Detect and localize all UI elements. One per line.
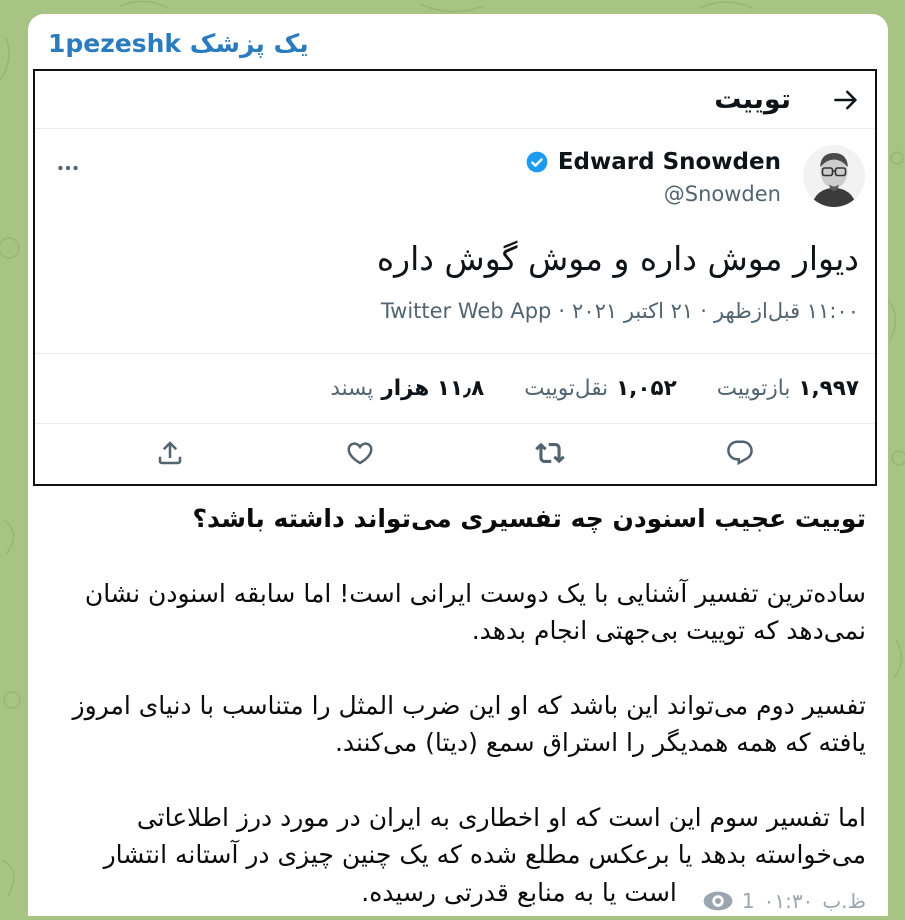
share-icon[interactable] bbox=[155, 438, 185, 468]
message-meta bbox=[703, 883, 866, 920]
message-paragraph-text: اما تفسیر سوم این است که او اخطاری به ایران در مورد درز اطلاعاتی می‌خواسته بدهد یا برعکس مطلع شده که یک چنین چیزی در آستانه انتشار است یا به منابع قدرتی رسیده. bbox=[104, 803, 866, 907]
more-menu-icon[interactable] bbox=[55, 155, 81, 185]
retweets-count: ۱,۹۹۷ bbox=[798, 376, 859, 401]
message-time: ۰۱:۳۰ bbox=[764, 883, 814, 920]
tweet-text: دیوار موش داره و موش گوش داره bbox=[35, 215, 875, 283]
quote-tweets-count: ۱,۰۵۲ bbox=[616, 376, 677, 401]
likes-label: پسند bbox=[330, 376, 373, 401]
retweets-label: بازتوییت bbox=[717, 376, 791, 401]
tweet-actions-row bbox=[35, 424, 875, 484]
avatar-image bbox=[803, 145, 865, 207]
tweet-time: ۱۱:۰۰ قبل‌ازظهر bbox=[714, 299, 859, 323]
author-handle[interactable]: @Snowden bbox=[525, 182, 781, 206]
views-count: 1 bbox=[742, 883, 755, 920]
views-eye-icon bbox=[703, 891, 733, 911]
tweet-date: ۲۱ اکتبر ۲۰۲۱ bbox=[572, 299, 693, 323]
tweet-client: Twitter Web App bbox=[381, 299, 552, 323]
tweet-stats-row bbox=[35, 353, 875, 424]
back-arrow-icon[interactable] bbox=[831, 85, 861, 115]
quote-tweets-stat[interactable] bbox=[524, 376, 677, 401]
verified-badge-icon bbox=[525, 150, 549, 174]
retweet-icon[interactable] bbox=[535, 438, 565, 468]
reply-icon[interactable] bbox=[725, 438, 755, 468]
tweet-author-row bbox=[35, 129, 875, 215]
likes-count: ۱۱٫۸ هزار bbox=[381, 376, 484, 401]
message-paragraph bbox=[50, 799, 866, 912]
retweets-stat[interactable] bbox=[717, 376, 859, 401]
message-heading: توییت عجیب اسنودن چه تفسیری می‌تواند داشته باشد؟ bbox=[50, 500, 866, 538]
author-names[interactable] bbox=[525, 149, 781, 206]
message-text-block bbox=[28, 486, 888, 911]
author-name[interactable]: Edward Snowden bbox=[558, 149, 781, 175]
tweet-screenshot[interactable] bbox=[33, 69, 877, 486]
message-paragraph: تفسیر دوم می‌تواند این باشد که او این ضرب المثل را متناسب با دنیای امروز یافته که همه همدیگر را استراق سمع (دیتا) می‌کنند. bbox=[50, 687, 866, 762]
channel-title[interactable]: یک پزشک 1pezeshk bbox=[28, 14, 888, 67]
quote-tweets-label: نقل‌توییت bbox=[524, 376, 608, 401]
avatar[interactable] bbox=[803, 145, 865, 207]
like-icon[interactable] bbox=[345, 438, 375, 468]
likes-stat[interactable] bbox=[330, 376, 484, 401]
message-paragraph: ساده‌ترین تفسیر آشنایی با یک دوست ایرانی است! اما سابقه اسنودن نشان نمی‌دهد که توییت بی‌جهتی انجام بدهد. bbox=[50, 575, 866, 650]
meta-separator: · bbox=[558, 299, 565, 323]
tweet-page-header bbox=[35, 71, 875, 129]
meta-separator: · bbox=[700, 299, 707, 323]
message-meridiem: ب.ظ bbox=[822, 883, 866, 920]
telegram-message-bubble bbox=[28, 14, 888, 916]
tweet-timestamp bbox=[35, 283, 875, 353]
tweet-page-title: توییت bbox=[714, 84, 791, 115]
